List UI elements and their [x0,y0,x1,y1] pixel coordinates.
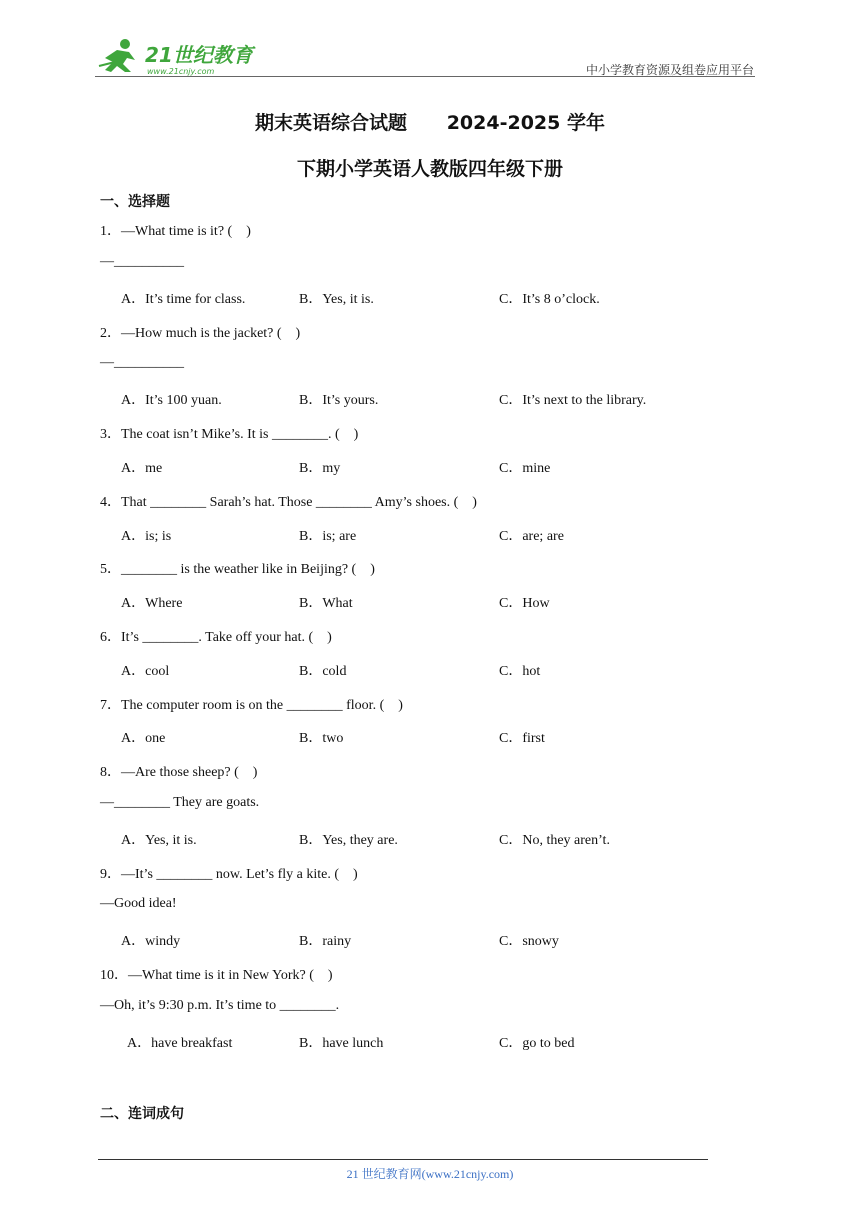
question-7-stem: 7．The computer room is on the ________ floor. ( ) [100,698,403,713]
question-1-option-a: A．It’s time for class. [121,292,246,307]
question-7-option-b: B．two [299,731,344,746]
question-10-option-a: A．have breakfast [127,1036,233,1051]
question-2-answer-line: —__________ [100,355,184,370]
logo-url: www.21cnjy.com [147,67,215,76]
section-heading-sentence: 二、连词成句 [100,1106,184,1122]
question-3-option-a: A．me [121,461,163,476]
logo-text: 21世纪教育 [145,43,253,67]
question-8-option-b: B．Yes, they are. [299,833,398,848]
question-1-option-c: C．It’s 8 o’clock. [499,292,600,307]
runner-logo-icon [95,36,265,76]
question-6-stem: 6．It’s ________. Take off your hat. ( ) [100,630,332,645]
question-5-option-c: C．How [499,596,550,611]
question-1-answer-line: —__________ [100,254,184,269]
question-7-option-a: A．one [121,731,166,746]
header-divider [95,76,755,77]
question-8-option-c: C．No, they aren’t. [499,833,610,848]
question-4-stem: 4．That ________ Sarah’s hat. Those ________ Amy’s shoes. ( ) [100,495,477,510]
question-6-option-b: B．cold [299,664,347,679]
question-10-answer-line: —Oh, it’s 9:30 p.m. It’s time to ________. [100,998,340,1013]
question-2-option-a: A．It’s 100 yuan. [121,393,222,408]
question-5-stem: 5．________ is the weather like in Beijing? ( ) [100,562,375,577]
exam-subtitle: 下期小学英语人教版四年级下册 [296,158,563,180]
question-2-option-b: B．It’s yours. [299,393,379,408]
site-logo [95,36,265,76]
question-9-option-c: C．snowy [499,934,559,949]
question-10-option-b: B．have lunch [299,1036,384,1051]
question-9-option-a: A．windy [121,934,181,949]
question-5-option-a: A．Where [121,596,183,611]
question-6-option-c: C．hot [499,664,541,679]
question-10-stem: 10．—What time is it in New York? ( ) [100,968,333,983]
question-8-option-a: A．Yes, it is. [121,833,197,848]
question-10-option-c: C．go to bed [499,1036,575,1051]
question-1-stem: 1．—What time is it? ( ) [100,224,251,239]
question-4-option-a: A．is; is [121,529,172,544]
question-2-stem: 2．—How much is the jacket? ( ) [100,326,301,341]
footer-divider [98,1159,708,1160]
question-7-option-c: C．first [499,731,545,746]
question-2-option-c: C．It’s next to the library. [499,393,647,408]
question-3-stem: 3．The coat isn’t Mike’s. It is ________. ( ) [100,427,359,442]
question-1-option-b: B．Yes, it is. [299,292,374,307]
question-4-option-b: B．is; are [299,529,357,544]
question-3-option-b: B．my [299,461,341,476]
footer-link[interactable]: 21 世纪教育网(www.21cnjy.com) [346,1167,514,1181]
question-4-option-c: C．are; are [499,529,564,544]
question-6-option-a: A．cool [121,664,170,679]
question-3-option-c: C．mine [499,461,551,476]
question-8-answer-line: —________ They are goats. [100,795,260,810]
question-5-option-b: B．What [299,596,353,611]
exam-title: 期末英语综合试题 2024-2025 学年 [255,112,605,134]
question-8-stem: 8．—Are those sheep? ( ) [100,765,258,780]
header-slogan: 中小学教育资源及组卷应用平台 [585,63,754,77]
section-heading-choice: 一、选择题 [100,194,170,210]
question-9-option-b: B．rainy [299,934,352,949]
question-9-answer-line: —Good idea! [100,896,177,911]
question-9-stem: 9．—It’s ________ now. Let’s fly a kite. ( ) [100,867,358,882]
